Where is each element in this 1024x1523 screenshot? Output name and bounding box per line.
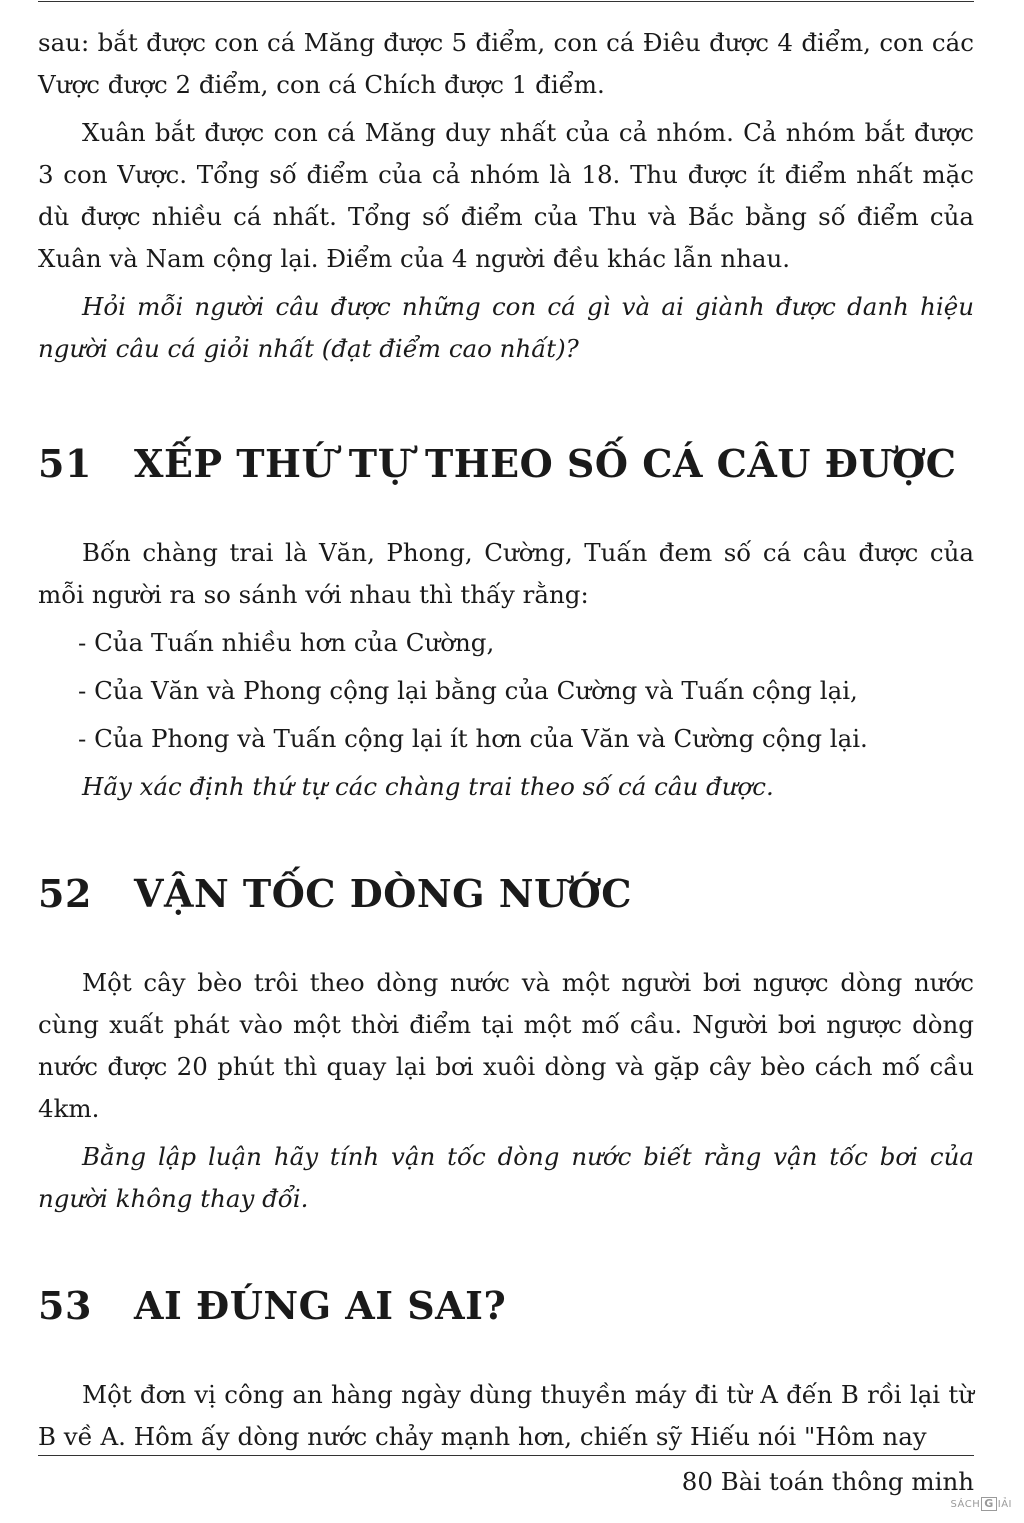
problem-51-heading bbox=[38, 440, 974, 488]
problem-53-number: 53 bbox=[38, 1283, 92, 1328]
problem-52-title: VẬN TỐC DÒNG NƯỚC bbox=[134, 871, 632, 916]
problem-51-item-3: - Của Phong và Tuấn cộng lại ít hơn của Văn và Cường cộng lại. bbox=[78, 724, 868, 753]
intro-paragraph-2: Xuân bắt được con cá Măng duy nhất của cả nhóm. Cả nhóm bắt được 3 con Vược. Tổng số điểm của cả nhóm là 18. Thu được ít điểm nhất mặc dù được nhiều cá nhất. Tổng số điểm của Thu và Bắc bằng số điểm của Xuân và Nam cộng lại. Điểm của 4 người đều khác lẫn nhau. bbox=[38, 118, 974, 273]
problem-52-number: 52 bbox=[38, 871, 92, 916]
page-content bbox=[38, 22, 974, 1458]
intro-paragraph-1: sau: bắt được con cá Măng được 5 điểm, con cá Điêu được 4 điểm, con các Vược được 2 điểm, con cá Chích được 1 điểm. bbox=[38, 28, 974, 99]
problem-51-question: Hãy xác định thứ tự các chàng trai theo số cá câu được. bbox=[82, 772, 774, 801]
watermark-logo bbox=[951, 1497, 1012, 1511]
problem-53-paragraph: Một đơn vị công an hàng ngày dùng thuyền máy đi từ A đến B rồi lại từ B về A. Hôm ấy dòng nước chảy mạnh hơn, chiến sỹ Hiếu nói "Hôm nay bbox=[38, 1380, 974, 1451]
problem-52-heading bbox=[38, 870, 974, 918]
intro-question: Hỏi mỗi người câu được những con cá gì và ai giành được danh hiệu người câu cá giỏi nhất (đạt điểm cao nhất)? bbox=[38, 292, 974, 363]
problem-51-item-2: - Của Văn và Phong cộng lại bằng của Cường và Tuấn cộng lại, bbox=[78, 676, 858, 705]
problem-53-heading bbox=[38, 1282, 974, 1330]
problem-51-item-1: - Của Tuấn nhiều hơn của Cường, bbox=[78, 628, 495, 657]
watermark-left: SÁCH bbox=[950, 1498, 981, 1510]
top-rule bbox=[38, 1, 974, 2]
bottom-rule bbox=[38, 1455, 974, 1456]
footer-book-title: 80 Bài toán thông minh bbox=[681, 1467, 974, 1496]
problem-51-number: 51 bbox=[38, 441, 92, 486]
watermark-right: IẢI bbox=[997, 1498, 1012, 1510]
problem-53-title: AI ĐÚNG AI SAI? bbox=[134, 1283, 507, 1328]
problem-52-paragraph: Một cây bèo trôi theo dòng nước và một người bơi ngược dòng nước cùng xuất phát vào một thời điểm tại một mố cầu. Người bơi ngược dòng nước được 20 phút thì quay lại bơi xuôi dòng và gặp cây bèo cách mố cầu 4km. bbox=[38, 968, 974, 1123]
problem-51-paragraph: Bốn chàng trai là Văn, Phong, Cường, Tuấn đem số cá câu được của mỗi người ra so sánh với nhau thì thấy rằng: bbox=[38, 538, 974, 609]
problem-52-question: Bằng lập luận hãy tính vận tốc dòng nước biết rằng vận tốc bơi của người không thay đổi. bbox=[38, 1142, 974, 1213]
watermark-box: G bbox=[981, 1497, 997, 1511]
problem-51-title: XẾP THỨ TỰ THEO SỐ CÁ CÂU ĐƯỢC bbox=[134, 441, 957, 486]
